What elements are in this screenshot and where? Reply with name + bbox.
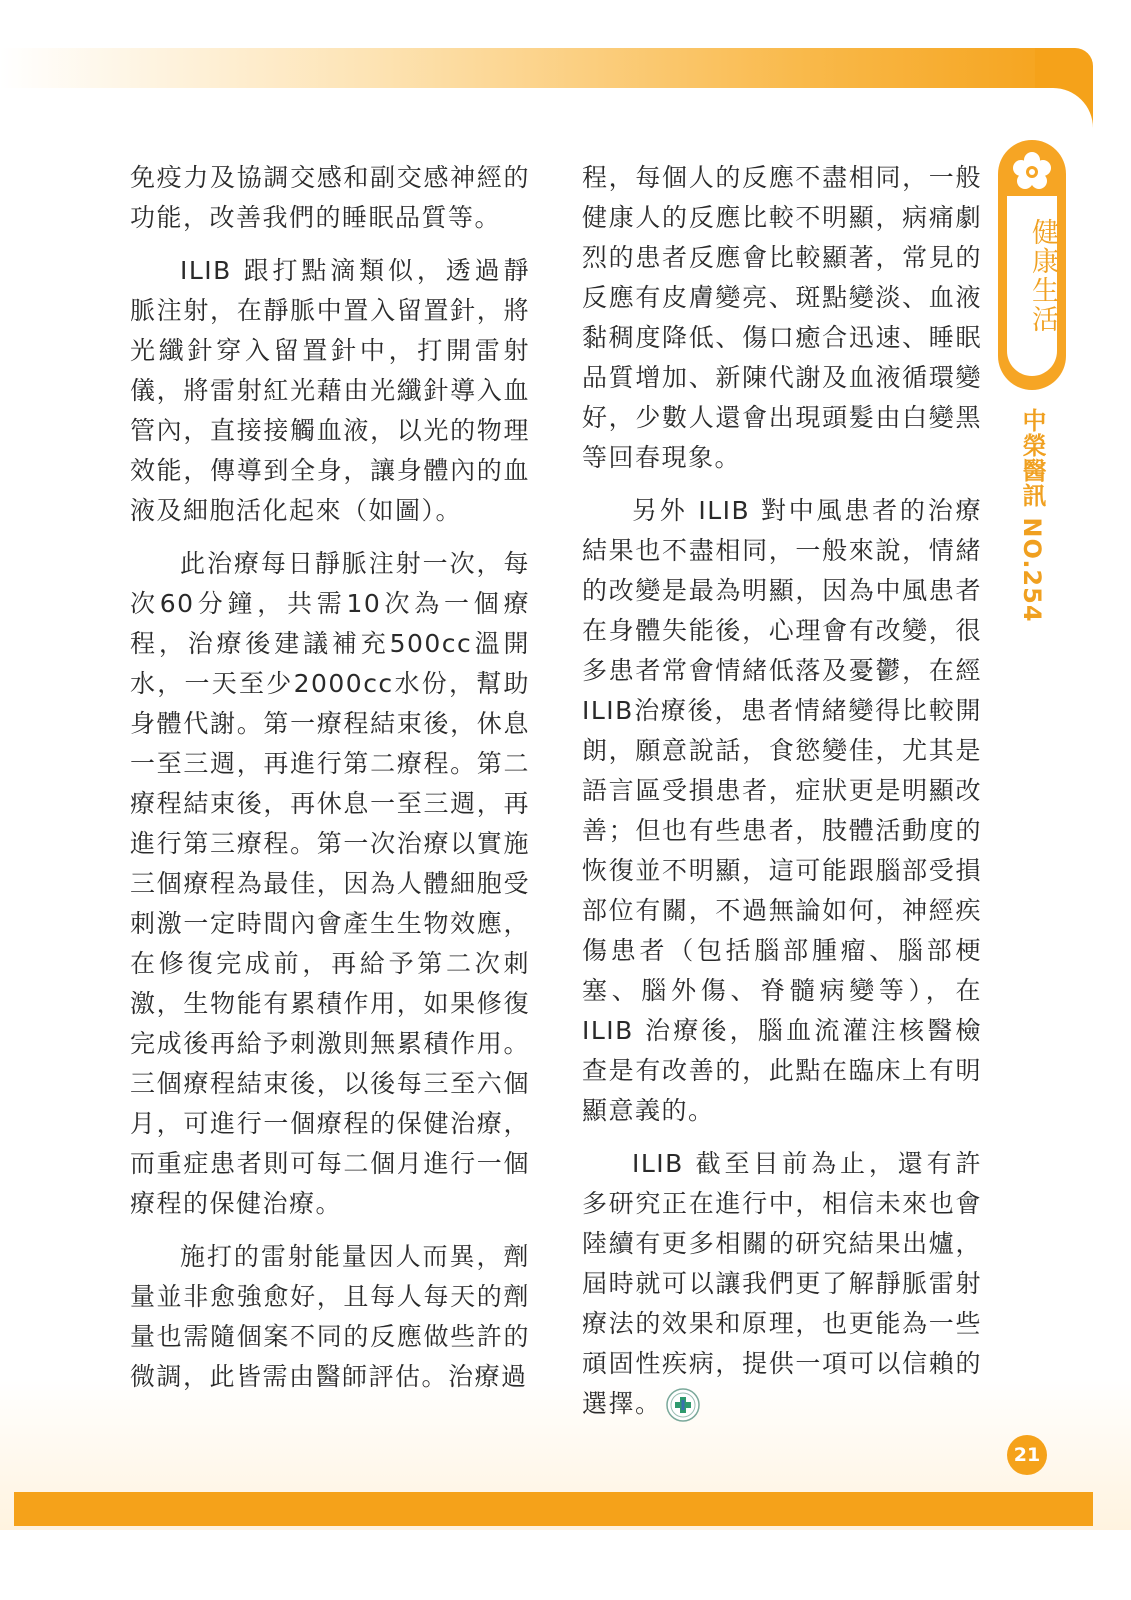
issue-label: 中榮醫訊 NO.254 [1018,408,1046,623]
bottom-banner-bar [14,1492,1093,1526]
paragraph: ILIB 跟打點滴類似，透過靜脈注射，在靜脈中置入留置針，將光纖針穿入留置針中，打開雷射儀，將雷射紅光藉由光纖針導入血管內，直接接觸血液，以光的物理效能，傳導到全身，讓身體內的血液及細胞活化起來（如圖）。 [130,256,530,525]
flower-icon [1008,148,1056,196]
section-label: 健康生活 [1027,218,1058,334]
right-column [582,158,982,1437]
left-column [130,158,530,1410]
hospital-seal-icon [666,1388,700,1422]
paragraph [582,1144,982,1424]
page-number: 21 [1007,1435,1047,1475]
top-corner-cutout [1000,88,1093,148]
paragraph-text: ILIB 截至目前為止，還有許多研究正在進行中，相信未來也會陸續有更多相關的研究結果出爐，屆時就可以讓我們更了解靜脈雷射療法的效果和原理，也更能為一些頑固性疾病，提供一項可以信賴的選擇。 [582,1149,982,1418]
paragraph: 程，每個人的反應不盡相同，一般健康人的反應比較不明顯，病痛劇烈的患者反應會比較顯著，常見的反應有皮膚變亮、斑點變淡、血液黏稠度降低、傷口癒合迅速、睡眠品質增加、新陳代謝及血液循環變好，少數人還會出現頭髮由白變黑等回春現象。 [582,163,982,472]
paragraph: 另外 ILIB 對中風患者的治療結果也不盡相同，一般來說，情緒的改變是最為明顯，因為中風患者在身體失能後，心理會有改變，很多患者常會情緒低落及憂鬱，在經ILIB治療後，患者情緒變得比較開朗，願意說話，食慾變佳，尤其是語言區受損患者，症狀更是明顯改善；但也有些患者，肢體活動度的恢復並不明顯，這可能跟腦部受損部位有關，不過無論如何，神經疾傷患者（包括腦部腫瘤、腦部梗塞、腦外傷、脊髓病變等），在 ILIB 治療後，腦血流灌注核醫檢查是有改善的，此點在臨床上有明顯意義的。 [582,496,982,1125]
paragraph: 免疫力及協調交感和副交感神經的功能，改善我們的睡眠品質等。 [130,163,530,232]
top-banner-bar [0,48,1075,88]
paragraph: 此治療每日靜脈注射一次，每次60分鐘，共需10次為一個療程，治療後建議補充500cc溫開水，一天至少2000cc水份，幫助身體代謝。第一療程結束後，休息一至三週，再進行第二療程。第二療程結束後，再休息一至三週，再進行第三療程。第一次治療以實施三個療程為最佳，因為人體細胞受刺激一定時間內會產生生物效應，在修復完成前，再給予第二次刺激，生物能有累積作用，如果修復完成後再給予刺激則無累積作用。三個療程結束後，以後每三至六個月，可進行一個療程的保健治療，而重症患者則可每二個月進行一個療程的保健治療。 [130,549,530,1218]
paragraph: 施打的雷射能量因人而異，劑量並非愈強愈好，且每人每天的劑量也需隨個案不同的反應做些許的微調，此皆需由醫師評估。治療過 [130,1242,530,1391]
